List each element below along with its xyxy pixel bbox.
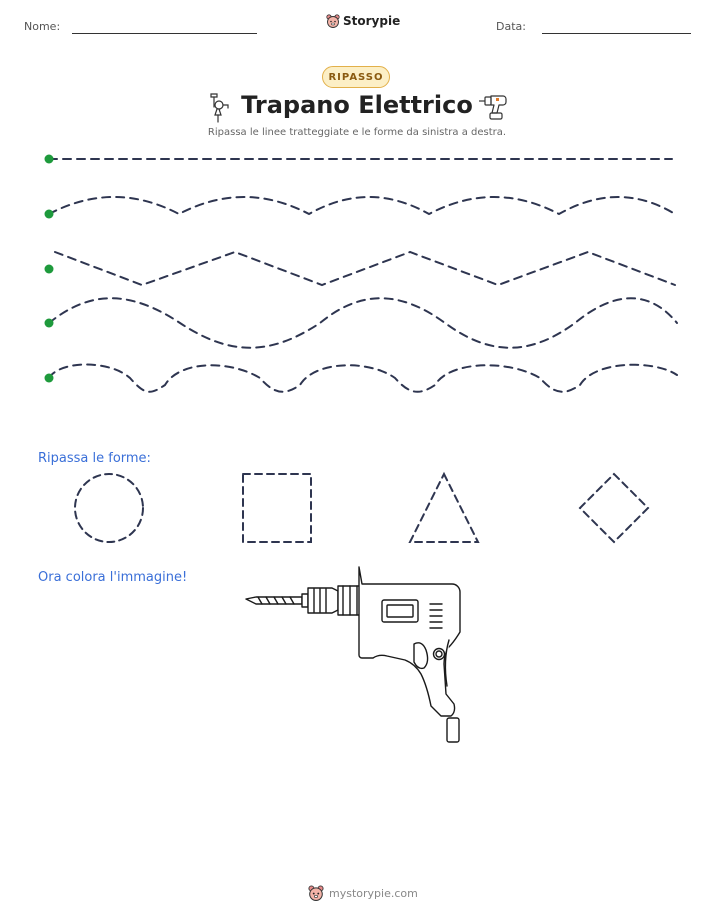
tracing-line-sine[interactable] bbox=[49, 298, 677, 348]
tracing-line-zigzag[interactable] bbox=[55, 252, 675, 285]
start-dot bbox=[45, 210, 54, 219]
footer-url[interactable]: mystorypie.com bbox=[329, 886, 418, 900]
footer bbox=[308, 885, 418, 901]
shapes-label: Ripassa le forme: bbox=[38, 451, 151, 466]
storypie-logo-icon bbox=[308, 885, 324, 901]
color-label: Ora colora l'immagine! bbox=[38, 570, 188, 585]
review-badge: RIPASSO bbox=[322, 66, 390, 88]
start-dot bbox=[45, 155, 54, 164]
start-dot bbox=[45, 319, 54, 328]
tracing-shapes bbox=[0, 460, 714, 560]
trace-circle[interactable] bbox=[75, 474, 143, 542]
start-dot bbox=[45, 374, 54, 383]
tracing-line-waves[interactable] bbox=[49, 197, 675, 214]
trace-triangle[interactable] bbox=[410, 474, 478, 542]
trace-square[interactable] bbox=[243, 474, 311, 542]
date-label: Data: bbox=[496, 20, 526, 33]
page-subtitle: Ripassa le linee tratteggiate e le forme da sinistra a destra. bbox=[207, 127, 507, 138]
tracing-lines bbox=[0, 0, 714, 420]
brand-name: Storypie bbox=[343, 14, 401, 28]
tracing-line-bumps[interactable] bbox=[49, 365, 677, 392]
electric-drill-icon[interactable] bbox=[244, 578, 474, 746]
start-dot bbox=[45, 265, 54, 274]
trace-diamond[interactable] bbox=[580, 474, 648, 542]
page-title: Trapano Elettrico bbox=[241, 91, 473, 119]
name-label: Nome: bbox=[24, 20, 61, 33]
